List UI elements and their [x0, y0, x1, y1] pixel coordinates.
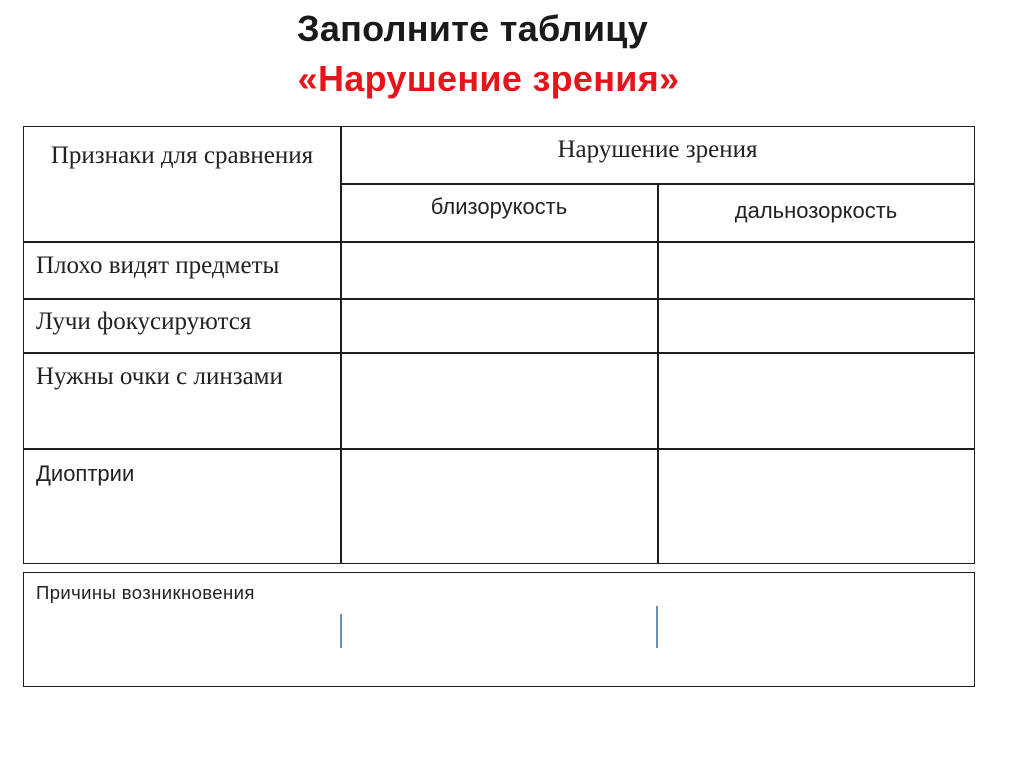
column-header-criteria: Признаки для сравнения — [50, 142, 314, 169]
cell-rays-focus-hyperopia[interactable] — [659, 300, 973, 351]
row-label-diopters: Диоптрии — [36, 461, 135, 486]
row-label-poor-vision: Плохо видят предметы — [36, 252, 280, 279]
cell-rays-focus-myopia[interactable] — [342, 300, 656, 351]
cell-glasses-myopia[interactable] — [342, 354, 656, 447]
cell-poor-vision-myopia[interactable] — [342, 243, 656, 297]
cell-glasses-hyperopia[interactable] — [659, 354, 973, 447]
subheader-hyperopia: дальнозоркость — [734, 198, 898, 223]
slide-title: Заполните таблицу — [296, 8, 649, 49]
cell-diopters-myopia[interactable] — [342, 450, 656, 562]
cell-diopters-hyperopia[interactable] — [659, 450, 973, 562]
group-header-vision-disorder: Нарушение зрения — [557, 136, 758, 163]
causes-input-area[interactable] — [25, 608, 973, 685]
row-label-rays-focus: Лучи фокусируются — [36, 308, 252, 335]
row-label-glasses: Нужны очки с линзами — [36, 363, 283, 390]
slide-subtitle: «Нарушение зрения» — [297, 58, 680, 99]
table-divider-subheader — [340, 183, 975, 185]
subheader-myopia: близорукость — [430, 194, 568, 219]
causes-label: Причины возникновения — [36, 582, 255, 603]
cell-poor-vision-hyperopia[interactable] — [659, 243, 973, 297]
